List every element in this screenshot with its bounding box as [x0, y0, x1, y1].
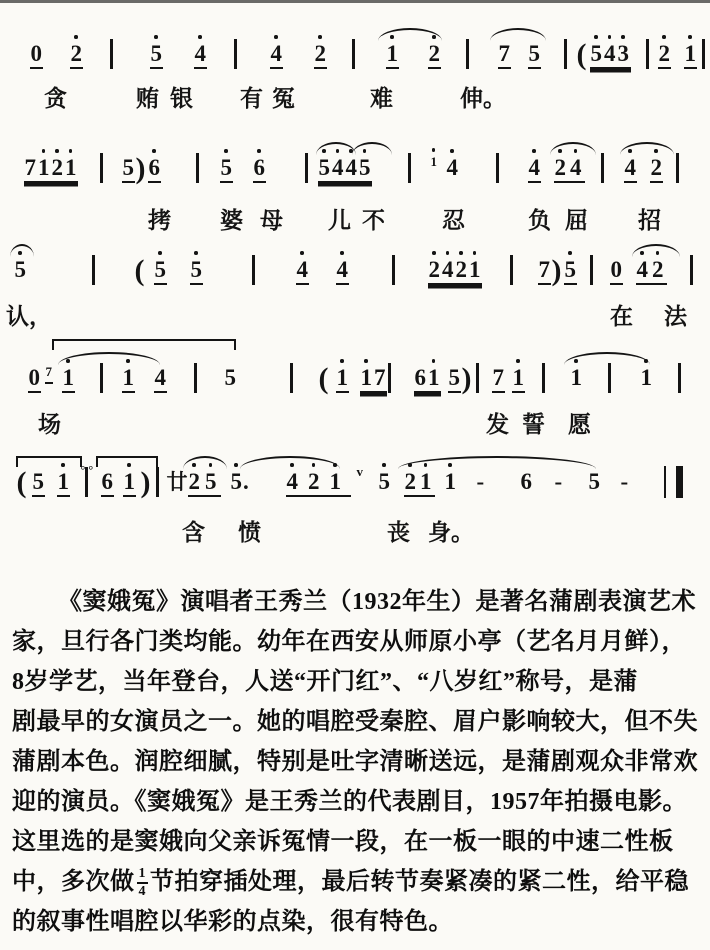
note-char: 1: [420, 470, 433, 493]
octave-dot: [608, 35, 612, 39]
note-token: [296, 258, 309, 285]
octave-dot: [69, 149, 73, 153]
note-char: 4: [624, 156, 637, 179]
note-char: 2: [314, 42, 327, 65]
lyric-syllable: 含: [182, 520, 205, 545]
octave-dot: [257, 149, 261, 153]
lyric-syllable: 有: [240, 86, 263, 111]
note-token: [576, 38, 587, 72]
note-char: 5: [220, 156, 233, 179]
note-token: [286, 470, 351, 497]
note-char: (: [576, 38, 587, 71]
note-char: 5: [190, 258, 203, 281]
note-token: [428, 258, 482, 285]
note-char: 4: [636, 258, 649, 281]
lyric-syllable: 冤: [272, 86, 295, 111]
note-token: [404, 470, 435, 497]
note-char: 7: [45, 364, 52, 379]
note-char: 6: [414, 365, 426, 390]
octave-dot: [42, 149, 46, 153]
note-char: .: [243, 469, 249, 494]
note-char: 1: [512, 366, 525, 389]
octave-dot: [450, 149, 454, 153]
octave-dot: [152, 149, 156, 153]
note-char: 5: [205, 470, 218, 493]
note-token: [220, 156, 233, 183]
note-char: 4: [154, 365, 166, 390]
lyric-syllable: 贿: [136, 86, 159, 111]
barline: [678, 363, 681, 393]
octave-dot: [532, 149, 536, 153]
note-char: 2: [455, 258, 468, 281]
note-token: [154, 366, 167, 393]
note-char: (: [16, 466, 27, 499]
note-token: [428, 42, 441, 69]
slur-arc: [240, 456, 340, 469]
note-char: 4: [286, 470, 299, 493]
note-token: [314, 42, 327, 69]
note-token: [134, 254, 145, 288]
octave-dot: [234, 463, 238, 467]
note-token: [620, 470, 629, 493]
note-char: 6: [520, 469, 532, 494]
octave-dot: [459, 251, 463, 255]
note-char: 2: [428, 42, 441, 65]
note-char: 4: [442, 258, 455, 281]
note-char: 0: [30, 41, 42, 66]
slur-arc: [10, 244, 34, 257]
note-char: 7: [538, 257, 550, 282]
barline: [100, 153, 103, 183]
fraction-denominator: 4: [138, 884, 146, 899]
octave-dot: [594, 35, 598, 39]
note-token: [122, 366, 135, 393]
note-char: 1: [57, 470, 70, 493]
octave-dot: [432, 148, 436, 152]
note-token: [166, 470, 188, 493]
note-char: 3: [617, 42, 630, 65]
barline: [234, 39, 237, 69]
note-token: [570, 366, 583, 389]
note-char: 1: [684, 42, 697, 65]
bio-frac-pre: 中，多次做: [12, 869, 135, 895]
octave-dot: [154, 35, 158, 39]
note-char: -: [476, 469, 485, 494]
note-token: [564, 258, 577, 285]
lyric-syllable: 在: [610, 304, 633, 329]
note-char: 5: [154, 258, 167, 281]
bio-line: 家，旦行各门类均能。幼年在西安从师原小亭（艺名月月鲜），: [12, 629, 686, 655]
barline: [476, 363, 479, 393]
note-token: [270, 42, 283, 69]
octave-dot: [621, 35, 625, 39]
note-token: [476, 470, 485, 493]
note-char: 2: [404, 470, 417, 493]
lyric-syllable: 屈: [565, 208, 588, 233]
note-char: 4: [336, 258, 349, 281]
note-token: [554, 156, 585, 183]
octave-dot: [318, 35, 322, 39]
note-token: [551, 254, 562, 288]
note-char: -: [620, 469, 629, 494]
note-token: [538, 258, 551, 285]
note-char: 廿: [166, 470, 188, 494]
note-char: 5: [14, 258, 27, 281]
note-char: 7: [374, 365, 386, 390]
note-token: [32, 470, 45, 497]
note-char: 1: [469, 258, 482, 281]
note-char: 5: [588, 469, 600, 494]
quarter-meter-fraction: [137, 867, 149, 899]
note-token: [148, 156, 161, 183]
slur-arc: [378, 28, 442, 41]
barline: [646, 39, 649, 69]
note-token: [554, 470, 563, 493]
note-token: [253, 156, 266, 183]
note-token: [640, 366, 653, 389]
barline: [156, 467, 159, 497]
note-char: 4: [194, 42, 207, 65]
fraction-numerator: 1: [137, 867, 149, 884]
note-char: 0: [610, 257, 622, 282]
barline: [702, 39, 705, 69]
lyric-syllable: 身。: [428, 520, 474, 545]
note-char: 5: [122, 155, 134, 180]
note-char: 1: [430, 155, 438, 168]
note-char: 1: [386, 42, 399, 65]
note-char: 5: [378, 470, 391, 493]
note-char: (: [134, 254, 145, 287]
note-char: 1: [360, 366, 373, 389]
note-token: [14, 258, 27, 281]
note-char: 6: [253, 156, 266, 179]
note-token: [492, 366, 505, 393]
lyric-syllable: 拷: [148, 208, 171, 233]
note-char: 1: [38, 156, 51, 179]
note-token: [30, 42, 43, 69]
note-token: [224, 366, 237, 389]
octave-dot: [274, 35, 278, 39]
barline: [290, 363, 293, 393]
lyric-syllable: 丧: [387, 520, 410, 545]
slur-arc: [632, 244, 680, 257]
note-char: 2: [658, 42, 671, 65]
bio-line: 剧最早的女演员之一。她的唱腔受秦腔、眉户影响较大，但不失: [12, 709, 698, 735]
barline: [194, 363, 197, 393]
octave-dot: [340, 251, 344, 255]
note-char: 1: [123, 470, 136, 493]
note-char: (: [318, 362, 329, 395]
octave-dot: [198, 35, 202, 39]
note-token: [230, 470, 249, 493]
note-char: 1: [570, 366, 583, 389]
bio-line: 《窦娥冤》演唱者王秀兰（1932年生）是著名蒲剧表演艺术: [58, 589, 696, 615]
note-token: [28, 366, 41, 393]
note-token: [512, 366, 525, 393]
lyric-syllable: 认，: [6, 304, 52, 329]
barline: [608, 363, 611, 393]
phrase-bracket: [96, 456, 158, 467]
lyric-syllable: 伸。: [460, 86, 506, 111]
note-char: 7: [498, 41, 510, 66]
octave-dot: [364, 359, 368, 363]
lyric-syllable: 母: [260, 208, 283, 233]
slur-arc: [398, 456, 596, 469]
lyric-syllable: 发: [486, 412, 509, 437]
octave-dot: [662, 35, 666, 39]
note-char: ): [461, 362, 472, 395]
barline: [388, 363, 391, 393]
note-char: 1: [640, 366, 653, 389]
lyric-syllable: 法: [664, 304, 687, 329]
note-token: [135, 152, 146, 186]
note-token: [356, 457, 364, 480]
note-token: [336, 366, 349, 393]
note-char: 2: [428, 258, 441, 281]
lyric-syllable: 贪: [44, 86, 67, 111]
barline: [590, 255, 593, 285]
note-char: 2: [308, 470, 321, 493]
barline: [392, 255, 395, 285]
octave-dot: [382, 463, 386, 467]
note-token: [360, 366, 387, 393]
note-char: 1: [444, 470, 457, 493]
bio-line: 迎的演员。《窦娥冤》是王秀兰的代表剧目，1957年拍摄电影。: [12, 789, 687, 815]
note-char: 6: [101, 469, 113, 494]
note-char: 1: [336, 366, 349, 389]
barline: [305, 153, 308, 183]
octave-dot: [74, 35, 78, 39]
note-char: 6: [148, 156, 161, 179]
barline: [100, 363, 103, 393]
note-token: [658, 42, 671, 69]
barline: [601, 153, 604, 183]
octave-dot: [688, 35, 692, 39]
lyric-syllable: 不: [362, 208, 385, 233]
note-token: [430, 147, 438, 170]
note-char: 1: [65, 156, 78, 179]
barline: [564, 39, 567, 69]
slur-arc: [564, 352, 650, 365]
note-token: [386, 42, 399, 69]
lyric-syllable: 难: [370, 86, 393, 111]
note-token: [446, 156, 459, 179]
barline: [110, 39, 113, 69]
note-char: 4: [570, 156, 583, 179]
note-char: 5: [32, 469, 44, 494]
note-token: [650, 156, 663, 183]
note-char: 5: [230, 470, 243, 493]
note-char: 4: [270, 42, 283, 65]
note-token: [140, 466, 151, 500]
slur-arc: [183, 456, 227, 469]
note-token: [154, 258, 167, 285]
note-char: °: [88, 463, 96, 477]
bio-line-with-fraction: [12, 862, 702, 902]
note-char: 4: [345, 156, 358, 179]
note-char: 7: [492, 365, 504, 390]
bio-line: 的叙事性唱腔以华彩的点染，很有特色。: [12, 909, 453, 935]
octave-dot: [340, 359, 344, 363]
octave-dot: [432, 251, 436, 255]
note-token: [57, 470, 70, 497]
note-char: -: [554, 469, 563, 494]
note-token: [498, 42, 511, 69]
bio-line: 这里选的是窦娥向父亲诉冤情一段，在一板一眼的中速二性板: [12, 829, 674, 855]
note-token: [414, 366, 441, 393]
note-token: [378, 470, 391, 493]
lyric-syllable: 场: [38, 412, 61, 437]
lyric-syllable: 忍: [442, 208, 465, 233]
barline: [496, 153, 499, 183]
octave-dot: [516, 359, 520, 363]
note-char: 5: [590, 42, 603, 65]
barline: [352, 39, 355, 69]
note-char: 2: [70, 42, 83, 65]
note-char: 5: [564, 258, 577, 281]
note-char: 2: [51, 156, 64, 179]
note-token: [318, 156, 372, 183]
note-char: 5: [528, 41, 540, 66]
note-char: 1: [428, 366, 441, 389]
barline: [92, 255, 95, 285]
note-token: [318, 362, 329, 396]
note-token: [122, 156, 135, 183]
lyric-syllable: 婆: [220, 208, 243, 233]
note-char: 4: [604, 42, 617, 65]
note-char: 4: [528, 156, 541, 179]
note-token: [610, 258, 623, 285]
note-token: [45, 357, 53, 384]
bio-frac-post: 节拍穿插处理，最后转节奏紧凑的紧二性，给平稳: [150, 869, 689, 895]
note-char: v: [356, 464, 363, 479]
barline: [252, 255, 255, 285]
lyric-syllable: 愿: [568, 412, 591, 437]
note-char: 2: [188, 470, 201, 493]
note-char: 5: [448, 365, 460, 390]
barline: [542, 363, 545, 393]
note-token: [336, 258, 349, 285]
slur-arc: [352, 142, 392, 155]
note-char: 5: [150, 42, 163, 65]
octave-dot: [446, 251, 450, 255]
slur-arc: [58, 352, 160, 365]
note-char: 2: [650, 156, 663, 179]
slur-arc: [620, 142, 674, 155]
note-token: [16, 466, 27, 500]
note-token: [624, 156, 637, 183]
barline: [510, 255, 513, 285]
slur-arc: [490, 28, 546, 41]
barline: [196, 153, 199, 183]
note-token: [70, 42, 83, 69]
note-char: 2: [652, 258, 665, 281]
barline: [676, 153, 679, 183]
note-token: [194, 42, 207, 69]
octave-dot: [473, 251, 477, 255]
phrase-bracket: [16, 456, 82, 467]
note-token: [188, 470, 221, 497]
lyric-syllable: 负: [528, 208, 551, 233]
barline: [466, 39, 469, 69]
slur-arc: [550, 142, 596, 155]
note-char: ): [135, 152, 146, 185]
lyric-syllable: 儿: [328, 208, 351, 233]
note-char: 5: [224, 365, 236, 390]
note-char: ): [140, 466, 151, 499]
slur-arc: [316, 142, 356, 155]
note-token: [80, 455, 96, 478]
bio-line: 蒲剧本色。润腔细腻，特别是吐字清晰送远，是蒲剧观众非常欢: [12, 749, 698, 775]
note-char: ): [551, 254, 562, 287]
barline: [690, 255, 693, 285]
note-token: [190, 258, 203, 285]
octave-dot: [55, 149, 59, 153]
bio-line: 8岁学艺，当年登台，人送“开门红”、“八岁红”称号，是蒲: [12, 669, 638, 695]
octave-dot: [194, 251, 198, 255]
octave-dot: [224, 149, 228, 153]
note-token: [528, 156, 541, 183]
lyric-syllable: 愤: [238, 520, 261, 545]
note-token: [528, 42, 541, 69]
note-token: [590, 42, 631, 69]
note-char: 5: [359, 156, 372, 179]
note-token: [636, 258, 667, 285]
note-token: [448, 366, 461, 393]
note-token: [461, 362, 472, 396]
octave-dot: [300, 251, 304, 255]
note-token: [24, 156, 78, 183]
note-char: 1: [329, 470, 342, 493]
note-token: [150, 42, 163, 69]
final-barline: [664, 466, 683, 498]
note-token: [101, 470, 114, 497]
note-token: [520, 470, 533, 493]
note-char: 4: [332, 156, 345, 179]
note-char: 7: [24, 155, 36, 180]
note-char: 1: [122, 366, 135, 389]
note-token: [588, 470, 601, 493]
barline: [408, 153, 411, 183]
octave-dot: [158, 251, 162, 255]
octave-dot: [432, 359, 436, 363]
note-char: °: [80, 463, 88, 477]
note-token: [444, 470, 457, 493]
note-char: 1: [62, 366, 75, 389]
note-char: 2: [554, 156, 567, 179]
octave-dot: [568, 251, 572, 255]
note-char: 5: [318, 156, 331, 179]
lyric-syllable: 誓: [522, 412, 545, 437]
note-token: [684, 42, 697, 69]
lyric-syllable: 银: [170, 86, 193, 111]
note-char: 4: [296, 258, 309, 281]
note-char: 0: [28, 365, 40, 390]
note-token: [62, 366, 75, 393]
note-token: [123, 470, 136, 497]
bio-paragraph: [12, 582, 702, 942]
phrase-bracket: [52, 339, 236, 350]
note-char: 4: [446, 156, 459, 179]
lyric-syllable: 招: [638, 208, 661, 233]
